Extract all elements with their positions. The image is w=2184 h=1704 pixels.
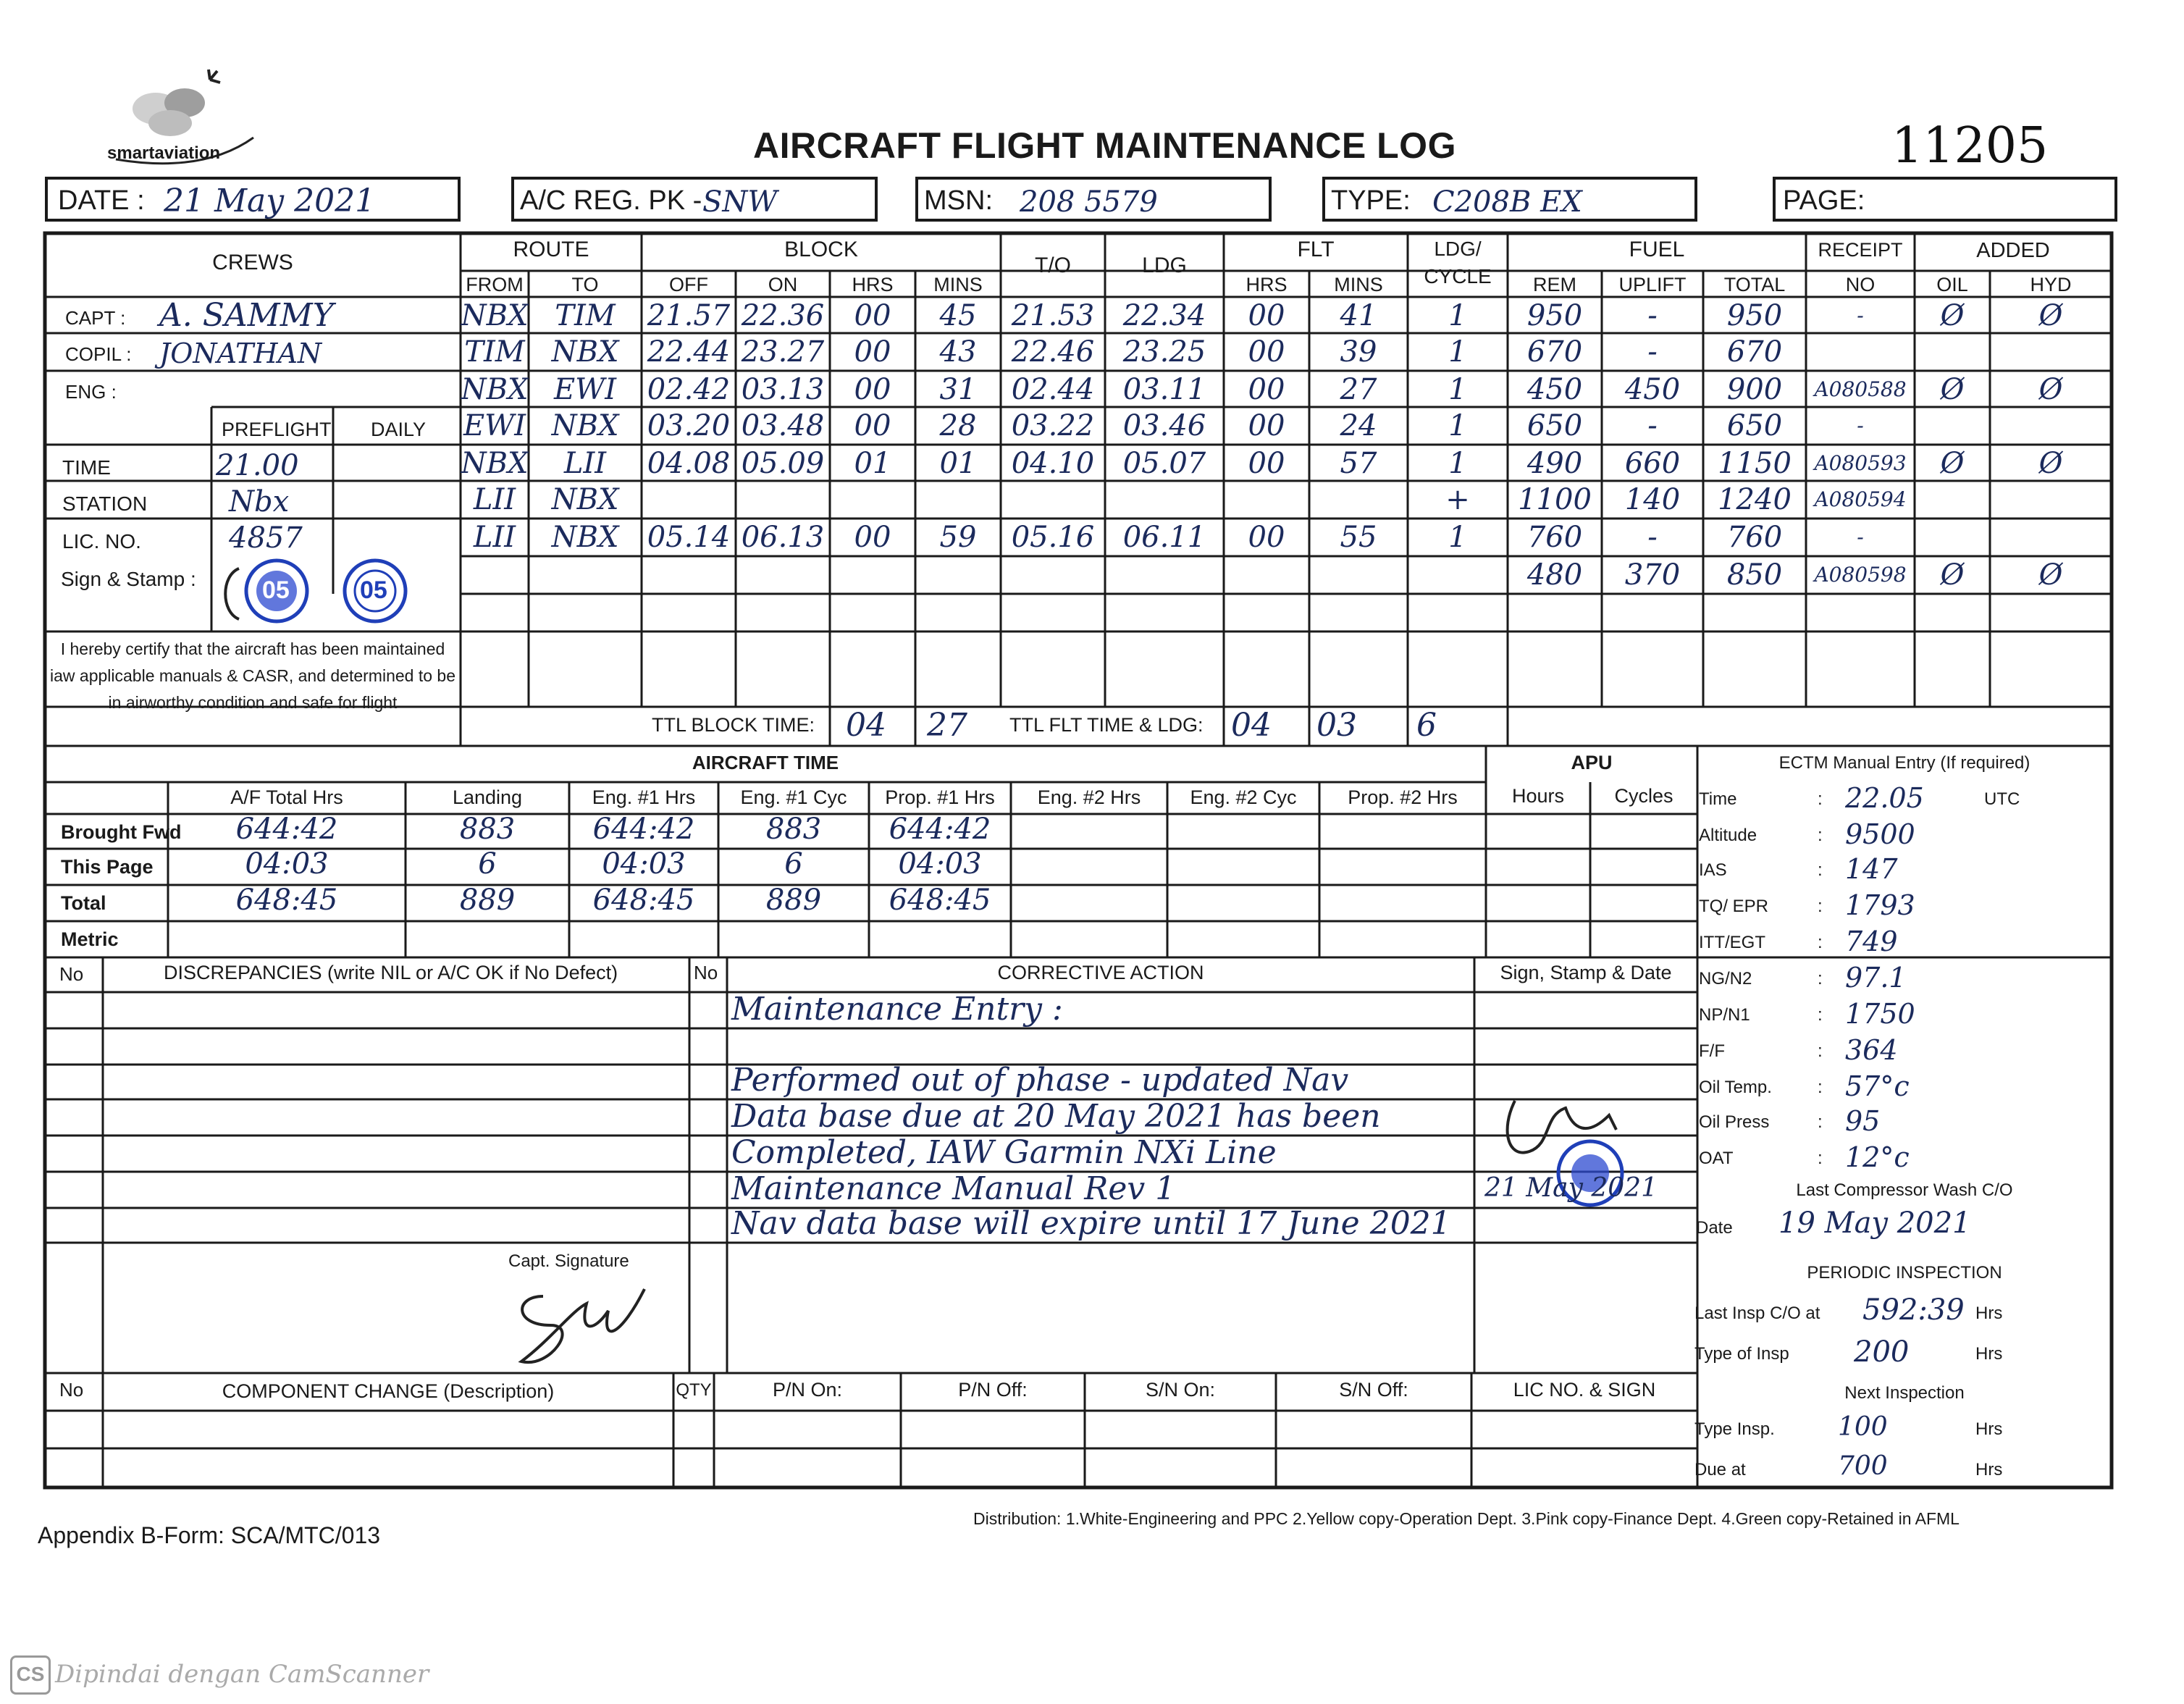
at-row-label: Brought Fwd — [61, 821, 182, 843]
col-uplift: UPLIFT — [1618, 274, 1687, 295]
flight-cell-rem[interactable]: 670 — [1526, 335, 1583, 369]
flight-cell-fmins[interactable]: 41 — [1340, 299, 1377, 332]
flight-cell-total[interactable]: 760 — [1726, 521, 1783, 554]
flight-cell-hrs[interactable]: 00 — [854, 299, 891, 332]
flight-cell-cyc[interactable]: 1 — [1448, 447, 1467, 480]
at-row-label: This Page — [61, 856, 154, 878]
crew-stamp — [217, 550, 420, 630]
at-header: Prop. #1 Hrs — [885, 786, 995, 808]
col-receipt-no: NO — [1845, 274, 1876, 295]
comp-sn-on: S/N On: — [1145, 1379, 1216, 1401]
flight-cell-mins[interactable]: 45 — [939, 299, 977, 332]
ectm-value[interactable]: 9500 — [1845, 818, 1915, 850]
ectm-colon: : — [1818, 933, 1823, 952]
certify-text: I hereby certify that the aircraft has been maintained iaw applicable manuals & CASR, and determined to be in airworthy condition and safe for flight — [50, 639, 455, 712]
next-type-value: 100 — [1838, 1412, 1888, 1442]
flight-cell-total[interactable]: 1240 — [1718, 483, 1792, 516]
at-header: Eng. #2 Hrs — [1037, 786, 1141, 808]
col-takeoff: T/O — [1035, 253, 1071, 277]
flight-cell-oil[interactable]: Ø — [1940, 299, 1965, 332]
due-at-value: 700 — [1838, 1451, 1888, 1481]
type-box[interactable]: TYPE: C208B EX — [1322, 177, 1697, 222]
flight-cell-t_o[interactable]: 22.46 — [1011, 335, 1095, 369]
ectm-value[interactable]: 97.1 — [1845, 962, 1907, 994]
logo-text: smartaviation — [107, 143, 221, 163]
last-insp-hrs: Hrs — [1975, 1304, 2003, 1323]
comp-pn-off: P/N Off: — [958, 1379, 1028, 1401]
type-value: C208B EX — [1432, 185, 1582, 219]
at-cell[interactable]: 883 — [459, 813, 516, 846]
time-value: 21.00 — [216, 449, 299, 482]
flight-cell-receipt[interactable]: - — [1857, 303, 1864, 327]
flight-cell-cyc[interactable]: 1 — [1448, 299, 1467, 332]
flight-cell-uplift[interactable]: - — [1647, 335, 1658, 369]
station-label: STATION — [62, 492, 148, 515]
flight-cell-uplift[interactable]: 660 — [1624, 447, 1681, 480]
ttl-block-mins: 27 — [927, 707, 967, 744]
appendix-label: Appendix B-Form: SCA/MTC/013 — [38, 1522, 381, 1548]
scanner-text: Dipindai dengan CamScanner — [55, 1660, 429, 1689]
flight-cell-receipt[interactable]: - — [1857, 414, 1864, 437]
flight-cell-total[interactable]: 950 — [1726, 299, 1783, 332]
flight-cell-ldg[interactable]: 22.34 — [1122, 299, 1206, 332]
flight-cell-mins[interactable]: 28 — [939, 409, 977, 442]
flight-cell-to[interactable]: TIM — [555, 299, 616, 332]
ectm-colon: : — [1818, 1112, 1823, 1132]
flight-cell-fmins[interactable]: 27 — [1340, 373, 1377, 406]
flight-cell-receipt[interactable]: A080593 — [1814, 451, 1907, 475]
ectm-value[interactable]: 57°c — [1845, 1070, 1910, 1102]
at-cell[interactable]: 644:42 — [889, 813, 991, 846]
flight-cell-off[interactable]: 22.44 — [647, 335, 731, 369]
ectm-value[interactable]: 95 — [1845, 1105, 1881, 1137]
ectm-colon: : — [1818, 1149, 1823, 1168]
flight-cell-hyd[interactable]: Ø — [2038, 299, 2063, 332]
col-flt-hrs: HRS — [1246, 274, 1288, 295]
ectm-value[interactable]: 147 — [1845, 853, 1898, 885]
flight-cell-on[interactable]: 05.09 — [741, 447, 825, 480]
ttl-block-hrs: 04 — [846, 707, 886, 744]
flight-cell-receipt[interactable]: A080598 — [1814, 563, 1907, 587]
flight-cell-from[interactable]: LII — [473, 483, 516, 516]
ectm-unit: UTC — [1984, 789, 2020, 809]
acreg-box[interactable]: A/C REG. PK - SNW — [511, 177, 878, 222]
flight-cell-from[interactable]: NBX — [461, 373, 529, 406]
ttl-flt-hrs: 04 — [1231, 707, 1272, 744]
flight-cell-fhrs[interactable]: 00 — [1248, 409, 1285, 442]
stamp-number-1: 05 — [262, 576, 290, 604]
stamp-icon — [217, 550, 420, 630]
ttl-block-label: TTL BLOCK TIME: — [652, 714, 815, 736]
at-header: Eng. #2 Cyc — [1190, 786, 1297, 808]
handwritten-signature-icon — [500, 1267, 659, 1376]
at-cell[interactable]: 04:03 — [602, 847, 686, 881]
capt-signature — [500, 1267, 659, 1376]
flight-cell-on[interactable]: 06.13 — [741, 521, 825, 554]
flight-cell-off[interactable]: 02.42 — [647, 373, 731, 406]
time-label: TIME — [62, 456, 111, 479]
flight-cell-receipt[interactable]: - — [1857, 525, 1864, 549]
col-total: TOTAL — [1723, 274, 1786, 295]
flight-cell-receipt[interactable]: A080594 — [1814, 487, 1907, 511]
at-cell[interactable]: 648:45 — [592, 884, 695, 917]
at-cell[interactable]: 644:42 — [592, 813, 695, 846]
flight-cell-rem[interactable]: 480 — [1526, 558, 1583, 592]
col-flt: FLT — [1297, 238, 1335, 261]
col-crews: CREWS — [212, 251, 293, 274]
comp-sn-off: S/N Off: — [1339, 1379, 1408, 1401]
scanner-badge: CS — [10, 1655, 51, 1695]
col-from: FROM — [466, 274, 524, 295]
flight-cell-off[interactable]: 21.57 — [647, 299, 731, 332]
ectm-label: Altitude — [1699, 826, 1757, 845]
flight-cell-oil[interactable]: Ø — [1940, 558, 1965, 592]
form-title: AIRCRAFT FLIGHT MAINTENANCE LOG — [753, 125, 1456, 166]
lic-label: LIC. NO. — [62, 530, 141, 553]
at-cell[interactable]: 889 — [765, 884, 822, 917]
flight-cell-cyc[interactable]: 1 — [1448, 409, 1467, 442]
flight-cell-fhrs[interactable]: 00 — [1248, 447, 1285, 480]
flight-cell-t_o[interactable]: 05.16 — [1011, 521, 1095, 554]
flight-cell-rem[interactable]: 760 — [1526, 521, 1583, 554]
ectm-value[interactable]: 1750 — [1845, 998, 1915, 1030]
flight-cell-from[interactable]: NBX — [461, 299, 529, 332]
flight-cell-cyc[interactable]: 1 — [1448, 335, 1467, 369]
flight-cell-hyd[interactable]: Ø — [2038, 558, 2063, 592]
flight-cell-to[interactable]: EWI — [553, 373, 617, 406]
flight-cell-on[interactable]: 22.36 — [741, 299, 825, 332]
ectm-colon: : — [1818, 969, 1823, 989]
flight-cell-rem[interactable]: 1100 — [1518, 483, 1592, 516]
col-ldg-cycle: LDG/ CYCLE — [1424, 238, 1492, 288]
flight-cell-fhrs[interactable]: 00 — [1248, 521, 1285, 554]
at-header: Prop. #2 Hrs — [1348, 786, 1458, 808]
next-insp-title: Next Inspection — [1844, 1383, 1965, 1403]
flight-cell-off[interactable]: 04.08 — [647, 447, 731, 480]
flight-cell-t_o[interactable]: 02.44 — [1011, 373, 1095, 406]
corr-no: No — [694, 962, 718, 983]
flight-cell-from[interactable]: EWI — [463, 409, 526, 442]
ectm-colon: : — [1818, 897, 1823, 916]
ectm-value[interactable]: 364 — [1845, 1034, 1898, 1066]
flight-cell-hrs[interactable]: 00 — [854, 521, 891, 554]
daily-label: DAILY — [371, 419, 427, 440]
last-insp-label: Last Insp C/O at — [1694, 1304, 1820, 1323]
disc-title: DISCREPANCIES (write NIL or A/C OK if No Defect) — [164, 962, 618, 983]
corrective-line[interactable]: Nav data base will expire until 17 June 2021 — [731, 1205, 1451, 1242]
at-header: Landing — [452, 786, 523, 808]
due-at-label: Due at — [1694, 1460, 1746, 1480]
type-insp-hrs: Hrs — [1975, 1344, 2003, 1364]
eng-label: ENG : — [65, 381, 117, 403]
flight-cell-receipt[interactable]: A080588 — [1814, 377, 1907, 401]
at-row-label: Total — [61, 892, 106, 914]
flight-cell-cyc[interactable]: + — [1445, 483, 1470, 516]
col-rem: REM — [1533, 274, 1576, 295]
flight-cell-uplift[interactable]: - — [1647, 409, 1658, 442]
flight-cell-hrs[interactable]: 00 — [854, 373, 891, 406]
flight-cell-t_o[interactable]: 04.10 — [1011, 447, 1095, 480]
flight-cell-fmins[interactable]: 39 — [1340, 335, 1377, 369]
flight-cell-t_o[interactable]: 21.53 — [1011, 299, 1095, 332]
col-fuel: FUEL — [1629, 238, 1685, 261]
flight-cell-mins[interactable]: 01 — [939, 447, 977, 480]
col-landing: LDG — [1142, 253, 1187, 277]
ectm-label: Time — [1699, 789, 1737, 809]
stamp-number-2: 05 — [360, 576, 387, 604]
col-oil: OIL — [1936, 274, 1968, 295]
col-flt-mins: MINS — [1334, 274, 1383, 295]
page-box[interactable]: PAGE: — [1773, 177, 2117, 222]
at-cell[interactable]: 648:45 — [235, 884, 338, 917]
flight-cell-rem[interactable]: 650 — [1526, 409, 1583, 442]
corrective-line[interactable]: Completed, IAW Garmin NXi Line — [731, 1134, 1277, 1171]
flight-cell-ldg[interactable]: 03.46 — [1122, 409, 1206, 442]
col-block: BLOCK — [784, 238, 858, 261]
periodic-title: PERIODIC INSPECTION — [1807, 1263, 2002, 1283]
copil-label: COPIL : — [65, 343, 132, 365]
flight-cell-fmins[interactable]: 24 — [1340, 409, 1377, 442]
capt-signature-label: Capt. Signature — [508, 1251, 629, 1271]
acreg-value: SNW — [702, 185, 778, 219]
flight-cell-uplift[interactable]: 450 — [1624, 373, 1681, 406]
col-hyd: HYD — [2030, 274, 2072, 295]
ectm-colon: : — [1818, 1078, 1823, 1097]
distribution-text: Distribution: 1.White-Engineering and PPC 2.Yellow copy-Operation Dept. 3.Pink copy-Finance Dept. 4.Green copy-Retained in AFML — [973, 1509, 1960, 1528]
ectm-label: NG/N2 — [1699, 969, 1752, 989]
col-route: ROUTE — [513, 238, 589, 261]
at-cell[interactable]: 6 — [784, 847, 803, 881]
sign-stamp-label: Sign & Stamp : — [61, 568, 196, 590]
date-box[interactable]: DATE : 21 May 2021 — [45, 177, 461, 222]
flight-cell-on[interactable]: 03.13 — [741, 373, 825, 406]
flight-cell-mins[interactable]: 59 — [939, 521, 977, 554]
apu-cycles: Cycles — [1614, 785, 1673, 807]
flight-cell-fhrs[interactable]: 00 — [1248, 299, 1285, 332]
flight-cell-rem[interactable]: 450 — [1526, 373, 1583, 406]
last-insp-value: 592:39 — [1862, 1293, 1965, 1327]
flight-cell-t_o[interactable]: 03.22 — [1011, 409, 1095, 442]
ectm-label: TQ/ EPR — [1699, 897, 1769, 916]
copil-value: JONATHAN — [159, 337, 322, 369]
flight-cell-to[interactable]: NBX — [551, 521, 619, 554]
flight-cell-total[interactable]: 850 — [1726, 558, 1783, 592]
at-row-label: Metric — [61, 928, 119, 950]
flight-cell-fmins[interactable]: 57 — [1340, 447, 1377, 480]
col-to: TO — [571, 274, 599, 295]
flight-cell-cyc[interactable]: 1 — [1448, 521, 1467, 554]
capt-label: CAPT : — [65, 307, 126, 329]
date-value: 21 May 2021 — [164, 182, 376, 219]
corrective-line[interactable]: Data base due at 20 May 2021 has been — [731, 1098, 1381, 1135]
at-cell[interactable]: 6 — [478, 847, 497, 881]
type-insp-label: Type of Insp — [1694, 1344, 1789, 1364]
comp-qty: QTY — [676, 1380, 712, 1400]
preflight-label: PREFLIGHT — [222, 419, 332, 440]
ectm-label: Oil Temp. — [1699, 1078, 1772, 1097]
compressor-date-value: 19 May 2021 — [1778, 1206, 1971, 1240]
flight-cell-fhrs[interactable]: 00 — [1248, 373, 1285, 406]
capt-value: A. SAMMY — [159, 297, 334, 334]
station-value: Nbx — [229, 485, 290, 519]
flight-cell-uplift[interactable]: 370 — [1624, 558, 1681, 592]
compressor-title: Last Compressor Wash C/O — [1796, 1180, 2013, 1200]
flight-cell-to[interactable]: NBX — [551, 335, 619, 369]
col-on: ON — [768, 274, 798, 295]
comp-desc: COMPONENT CHANGE (Description) — [222, 1380, 555, 1402]
ectm-colon: : — [1818, 826, 1823, 845]
msn-box[interactable]: MSN: 208 5579 — [915, 177, 1272, 222]
serial-number: 11205 — [1891, 117, 2049, 175]
flight-cell-hyd[interactable]: Ø — [2038, 447, 2063, 480]
at-cell[interactable]: 889 — [459, 884, 516, 917]
flight-cell-rem[interactable]: 490 — [1526, 447, 1583, 480]
ectm-label: ITT/EGT — [1699, 933, 1765, 952]
flight-cell-mins[interactable]: 43 — [939, 335, 977, 369]
flight-cell-to[interactable]: NBX — [551, 409, 619, 442]
sign-title: Sign, Stamp & Date — [1500, 962, 1672, 983]
ectm-label: IAS — [1699, 860, 1727, 880]
corrective-line[interactable]: Maintenance Entry : — [731, 991, 1063, 1028]
flight-cell-on[interactable]: 23.27 — [741, 335, 825, 369]
ectm-label: OAT — [1699, 1149, 1734, 1168]
flight-cell-uplift[interactable]: - — [1647, 521, 1658, 554]
comp-lic: LIC NO. & SIGN — [1513, 1379, 1656, 1401]
flight-cell-from[interactable]: LII — [473, 521, 516, 554]
ectm-colon: : — [1818, 860, 1823, 880]
flight-cell-uplift[interactable]: - — [1647, 299, 1658, 332]
ectm-label: F/F — [1699, 1041, 1725, 1061]
at-cell[interactable]: 04:03 — [245, 847, 329, 881]
lic-value: 4857 — [229, 521, 303, 555]
ectm-value[interactable]: 1793 — [1845, 889, 1915, 921]
ectm-colon: : — [1818, 1005, 1823, 1025]
col-hrs: HRS — [852, 274, 894, 295]
flight-cell-oil[interactable]: Ø — [1940, 447, 1965, 480]
flight-cell-total[interactable]: 900 — [1726, 373, 1783, 406]
comp-pn-on: P/N On: — [772, 1379, 843, 1401]
disc-no: No — [59, 963, 84, 985]
comp-no: No — [59, 1379, 84, 1401]
next-type-hrs: Hrs — [1975, 1419, 2003, 1439]
flight-cell-uplift[interactable]: 140 — [1624, 483, 1681, 516]
ectm-label: Oil Press — [1699, 1112, 1770, 1132]
at-cell[interactable]: 648:45 — [889, 884, 991, 917]
flight-cell-ldg[interactable]: 03.11 — [1122, 373, 1206, 406]
corrective-line[interactable]: Maintenance Manual Rev 1 — [731, 1170, 1176, 1207]
flight-cell-on[interactable]: 03.48 — [741, 409, 825, 442]
flight-cell-fmins[interactable]: 55 — [1340, 521, 1377, 554]
flight-cell-to[interactable]: NBX — [551, 483, 619, 516]
flight-cell-ldg[interactable]: 06.11 — [1122, 521, 1206, 554]
apu-title: APU — [1571, 752, 1613, 773]
at-header: Eng. #1 Cyc — [740, 786, 847, 808]
flight-cell-rem[interactable]: 950 — [1526, 299, 1583, 332]
aircraft-time-title: AIRCRAFT TIME — [692, 752, 839, 773]
flight-cell-total[interactable]: 670 — [1726, 335, 1783, 369]
flight-cell-hrs[interactable]: 00 — [854, 335, 891, 369]
at-cell[interactable]: 883 — [765, 813, 822, 846]
ectm-colon: : — [1818, 789, 1823, 809]
ectm-label: NP/N1 — [1699, 1005, 1750, 1025]
flight-cell-ldg[interactable]: 23.25 — [1122, 335, 1206, 369]
type-insp-value: 200 — [1854, 1335, 1910, 1369]
flight-cell-off[interactable]: 03.20 — [647, 409, 731, 442]
next-type-label: Type Insp. — [1694, 1419, 1775, 1439]
msn-value: 208 5579 — [1020, 185, 1158, 219]
flight-cell-hrs[interactable]: 01 — [854, 447, 891, 480]
sign-date: 21 May 2021 — [1484, 1173, 1658, 1203]
corrective-line[interactable]: Performed out of phase - updated Nav — [731, 1062, 1349, 1099]
compressor-date-label: Date — [1696, 1218, 1733, 1238]
ectm-title: ECTM Manual Entry (If required) — [1778, 753, 2030, 773]
at-cell[interactable]: 04:03 — [898, 847, 982, 881]
flight-cell-total[interactable]: 650 — [1726, 409, 1783, 442]
col-receipt: RECEIPT — [1818, 239, 1903, 261]
ectm-colon: : — [1818, 1041, 1823, 1061]
ttl-flt-label: TTL FLT TIME & LDG: — [1009, 714, 1204, 736]
ectm-value[interactable]: 749 — [1845, 926, 1898, 957]
at-header: A/F Total Hrs — [230, 786, 343, 808]
flight-cell-total[interactable]: 1150 — [1718, 447, 1792, 480]
ttl-ldg: 6 — [1416, 707, 1437, 744]
at-cell[interactable]: 644:42 — [235, 813, 338, 846]
flight-cell-off[interactable]: 05.14 — [647, 521, 731, 554]
ttl-flt-mins: 03 — [1316, 707, 1357, 744]
col-mins: MINS — [933, 274, 983, 295]
col-added: ADDED — [1976, 239, 2050, 262]
flight-cell-fhrs[interactable]: 00 — [1248, 335, 1285, 369]
flight-cell-to[interactable]: LII — [563, 447, 607, 480]
flight-cell-from[interactable]: TIM — [464, 335, 525, 369]
flight-cell-ldg[interactable]: 05.07 — [1122, 447, 1206, 480]
flight-cell-hrs[interactable]: 00 — [854, 409, 891, 442]
flight-cell-mins[interactable]: 31 — [939, 373, 977, 406]
apu-hours: Hours — [1511, 785, 1565, 807]
col-off: OFF — [669, 274, 708, 295]
flight-cell-cyc[interactable]: 1 — [1448, 373, 1467, 406]
flight-cell-oil[interactable]: Ø — [1940, 373, 1965, 406]
at-header: Eng. #1 Hrs — [592, 786, 696, 808]
flight-cell-from[interactable]: NBX — [461, 447, 529, 480]
corrective-title: CORRECTIVE ACTION — [997, 962, 1204, 983]
due-at-hrs: Hrs — [1975, 1460, 2003, 1480]
ectm-value[interactable]: 22.05 — [1845, 782, 1924, 814]
ectm-value[interactable]: 12°c — [1845, 1141, 1910, 1173]
flight-cell-hyd[interactable]: Ø — [2038, 373, 2063, 406]
